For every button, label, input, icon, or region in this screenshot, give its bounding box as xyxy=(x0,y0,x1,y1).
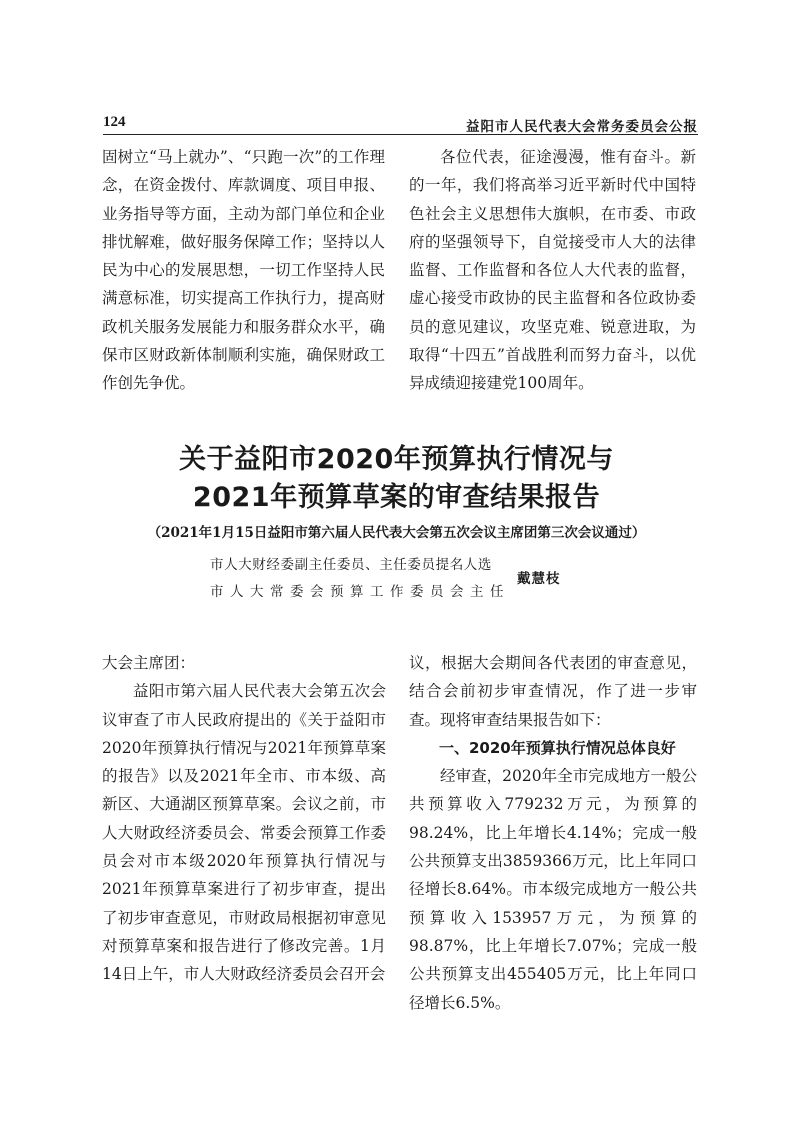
article-left-column xyxy=(102,649,386,989)
paragraph: 益阳市第六届人民代表大会第五次会议审查了市人民政府提出的《关于益阳市2020年预算执行情况与2021年预算草案的报告》以及2021年全市、市本级、高新区、大通湖区预算草案。会议之前，市人大财政经济委员会、常委会预算工作委员会对市本级2020年预算执行情况与2021年预算草案进行了初步审查，提出了初步审查意见，市财政局根据初审意见对预算草案和报告进行了修改完善。1月14日上午，市人大财政经济委员会召开会 xyxy=(102,682,386,984)
page-header xyxy=(103,114,698,135)
article-title xyxy=(0,441,793,517)
journal-name: 益阳市人民代表大会常务委员会公报 xyxy=(466,119,698,135)
page-number: 124 xyxy=(103,114,126,130)
paragraph: 各位代表，征途漫漫，惟有奋斗。新的一年，我们将高举习近平新时代中国特色社会主义思想伟大旗帜，在市委、市政府的坚强领导下，自觉接受市人大的法律监督、工作监督和各位人大代表的监督，虚心接受市政协的民主监督和各位政协委员的意见建议，攻坚克难、锐意进取，为取得“十四五”首战胜利而努力奋斗，以优异成绩迎接建党100周年。 xyxy=(409,148,696,393)
paragraph: 议，根据大会期间各代表团的审查意见，结合会前初步审查情况，作了进一步审查。现将审查结果报告如下： xyxy=(409,654,697,729)
article-title-line: 关于益阳市2020年预算执行情况与 xyxy=(179,444,614,475)
section-heading: 一、2020年预算执行情况总体良好 xyxy=(439,738,676,757)
author-block xyxy=(210,550,630,606)
previous-article-right-column xyxy=(409,143,696,398)
article-subtitle: （2021年1月15日益阳市第六届人民代表大会第五次会议主席团第三次会议通过） xyxy=(147,525,646,541)
paragraph: 固树立“马上就办”、“只跑一次”的工作理念，在资金拨付、库款调度、项目申报、业务指导等方面，主动为部门单位和企业排忧解难，做好服务保障工作；坚持以人民为中心的发展思想，一切工作坚持人民满意标准，切实提高工作执行力，提高财政机关服务发展能力和服务群众水平，确保市区财政新体制顺利实施，确保财政工作创先争优。 xyxy=(102,148,385,393)
author-role: 市人大常委会预算工作委员会主任 xyxy=(210,584,510,600)
author-name: 戴慧枝 xyxy=(517,571,561,587)
author-role: 市人大财经委副主任委员、主任委员提名人选 xyxy=(210,557,492,573)
article-right-column xyxy=(409,649,697,1017)
previous-article-left-column xyxy=(102,143,385,398)
salutation: 大会主席团： xyxy=(102,654,196,672)
article-title-line: 2021年预算草案的审查结果报告 xyxy=(192,482,601,513)
paragraph: 经审查，2020年全市完成地方一般公共预算收入779232万元，为预算的98.24%，比上年增长4.14%；完成一般公共预算支出3859366万元，比上年同口径增长8.64%。市本级完成地方一般公共预算收入153957万元，为预算的98.87%，比上年增长7.07%；完成一般公共预算支出455405万元，比上年同口径增长6.5%。 xyxy=(409,767,697,1012)
